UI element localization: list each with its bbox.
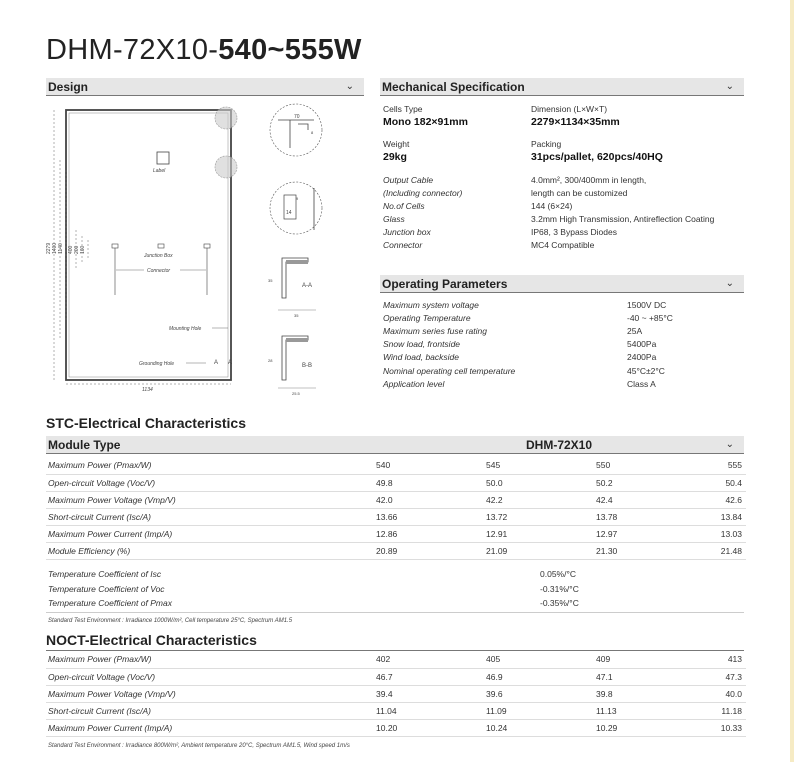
op-row-label: Nominal operating cell temperature	[383, 366, 516, 376]
table-row: Maximum Power Current (Imp/A) 12.86 12.91 12.97 13.03	[46, 525, 746, 542]
op-row-value: 1500V DC	[627, 300, 667, 310]
label-box	[157, 152, 169, 164]
table-row: Short-circuit Current (Isc/A) 11.04 11.09 11.13 11.18	[46, 702, 746, 719]
height-1400: 1400	[52, 242, 58, 254]
svg-text:35: 35	[268, 278, 273, 283]
width-1134: 1134	[142, 387, 153, 393]
svg-text:A: A	[214, 360, 219, 366]
section-aa-label: A-A	[302, 283, 313, 289]
svg-text:A: A	[228, 360, 233, 366]
page-edge-decoration	[790, 0, 794, 762]
coeff-label: Temperature Coefficient of Pmax	[48, 598, 172, 608]
stc-note: Standard Test Environment : Irradiance 1000W/m², Cell temperature 25°C, Spectrum AM1.5	[48, 618, 293, 624]
module-type-value: DHM-72X10	[526, 437, 593, 452]
module-type-header[interactable]	[46, 436, 744, 454]
noct-title: NOCT-Electrical Characteristics	[46, 632, 257, 648]
mech-row-value: length can be customized	[531, 188, 628, 198]
weight-value: 29kg	[383, 151, 407, 163]
table-row: Module Efficiency (%) 20.89 21.09 21.30 21.48	[46, 542, 746, 559]
mech-row-value: IP68, 3 Bypass Diodes	[531, 227, 617, 237]
table-row: Open-circuit Voltage (Voc/V) 49.8 50.0 50.2 50.4	[46, 474, 746, 491]
dimension-head: Dimension (L×W×T)	[531, 104, 608, 114]
op-row-label: Snow load, frontside	[383, 339, 461, 349]
mech-row-label: Output Cable	[383, 175, 434, 185]
chevron-down-icon[interactable]: ⌄	[725, 439, 734, 450]
operating-section-header[interactable]	[380, 275, 744, 293]
op-row-label: Wind load, backside	[383, 352, 459, 362]
mech-row-value: 4.0mm², 300/400mm in length,	[531, 175, 647, 185]
op-row-value: 2400Pa	[627, 352, 657, 362]
op-row-label: Maximum system voltage	[383, 300, 479, 310]
design-header-label: Design	[48, 79, 89, 94]
coeff-label: Temperature Coefficient of Voc	[48, 584, 165, 594]
coeff-label: Temperature Coefficient of Isc	[48, 569, 162, 579]
mech-row-label: Junction box	[383, 227, 431, 237]
noct-note: Standard Test Environment : Irradiance 800W/m², Ambient temperature 20°C, Spectrum AM1.5, Wind speed 1m/s	[48, 743, 350, 749]
panel-outline	[66, 110, 231, 380]
op-row-value: 45°C±2°C	[627, 366, 665, 376]
chevron-down-icon[interactable]: ⌄	[725, 81, 734, 92]
mechanical-section-header[interactable]	[380, 78, 744, 96]
connector-text: Connector	[147, 268, 171, 274]
op-row-value: 5400Pa	[627, 339, 657, 349]
mech-row-label: Connector	[383, 240, 423, 250]
mechanical-header-label: Mechanical Specification	[382, 79, 525, 94]
op-row-label: Maximum series fuse rating	[383, 326, 487, 336]
mech-row-value: 144 (6×24)	[531, 201, 573, 211]
height-200: 200	[74, 245, 80, 254]
mech-row-value: MC4 Compatible	[531, 240, 595, 250]
mounting-hole-text: Mounting Hole	[169, 326, 202, 332]
cells-type-value: Mono 182×91mm	[383, 116, 468, 128]
mech-row-label: Glass	[383, 214, 405, 224]
height-160: 160	[80, 245, 86, 254]
operating-header-label: Operating Parameters	[382, 276, 508, 291]
cells-type-head: Cells Type	[383, 104, 423, 114]
mech-row-label: No.of Cells	[383, 201, 425, 211]
stc-table	[46, 457, 746, 560]
detail-circle-b	[215, 156, 237, 178]
table-row: Short-circuit Current (Isc/A) 13.66 13.72 13.78 13.84	[46, 508, 746, 525]
module-drawing	[46, 100, 364, 400]
op-row-label: Operating Temperature	[383, 313, 471, 323]
packing-head: Packing	[531, 139, 562, 149]
weight-head: Weight	[383, 139, 410, 149]
coeff-value: -0.31%/°C	[540, 584, 579, 594]
mech-row-label: (Including connector)	[383, 188, 463, 198]
label-text: Label	[153, 168, 166, 174]
model-name: DHM-72X10-	[46, 34, 219, 66]
table-row: Maximum Power Voltage (Vmp/V) 39.4 39.6 39.8 40.0	[46, 685, 746, 702]
svg-text:25.5: 25.5	[292, 391, 300, 396]
noct-table	[46, 651, 746, 737]
table-row: Maximum Power (Pmax/W) 402 405 409 413	[46, 651, 746, 668]
svg-text:70: 70	[294, 114, 300, 120]
page-title	[46, 34, 362, 67]
design-section-header[interactable]	[46, 78, 364, 96]
table-row: Maximum Power (Pmax/W) 540 545 550 555	[46, 457, 746, 474]
chevron-down-icon[interactable]: ⌄	[725, 278, 734, 289]
table-row: Maximum Power Voltage (Vmp/V) 42.0 42.2 42.4 42.6	[46, 491, 746, 508]
module-type-label: Module Type	[48, 437, 121, 452]
table-row: Open-circuit Voltage (Voc/V) 46.7 46.9 47.1 47.3	[46, 668, 746, 685]
svg-text:28: 28	[268, 358, 273, 363]
height-1140: 1140	[58, 243, 64, 254]
junction-box-text: Junction Box	[144, 253, 173, 259]
table-row: Maximum Power Current (Imp/A) 10.20 10.24 10.29 10.33	[46, 719, 746, 736]
op-row-label: Application level	[383, 379, 445, 389]
svg-text:14: 14	[286, 210, 292, 216]
packing-value: 31pcs/pallet, 620pcs/40HQ	[531, 151, 663, 163]
svg-text:8: 8	[311, 130, 314, 135]
height-2279: 2279	[46, 242, 52, 254]
chevron-down-icon[interactable]: ⌄	[345, 81, 354, 92]
dimension-value: 2279×1134×35mm	[531, 116, 620, 128]
op-row-value: -40 ~ +85°C	[627, 313, 673, 323]
power-range: 540~555W	[218, 34, 362, 66]
coeff-value: -0.35%/°C	[540, 598, 579, 608]
svg-text:35: 35	[294, 313, 299, 318]
stc-title: STC-Electrical Characteristics	[46, 415, 246, 431]
grounding-hole-text: Grounding Hole	[139, 361, 175, 367]
divider	[46, 612, 744, 613]
op-row-value: Class A	[627, 379, 656, 389]
section-bb-label: B-B	[302, 363, 313, 369]
op-row-value: 25A	[627, 326, 643, 336]
height-400: 400	[68, 245, 74, 254]
mech-row-value: 3.2mm High Transmission, Antireflection Coating	[531, 214, 715, 224]
coeff-value: 0.05%/°C	[540, 569, 577, 579]
detail-circle-a	[215, 107, 237, 129]
svg-text:9: 9	[296, 196, 299, 201]
